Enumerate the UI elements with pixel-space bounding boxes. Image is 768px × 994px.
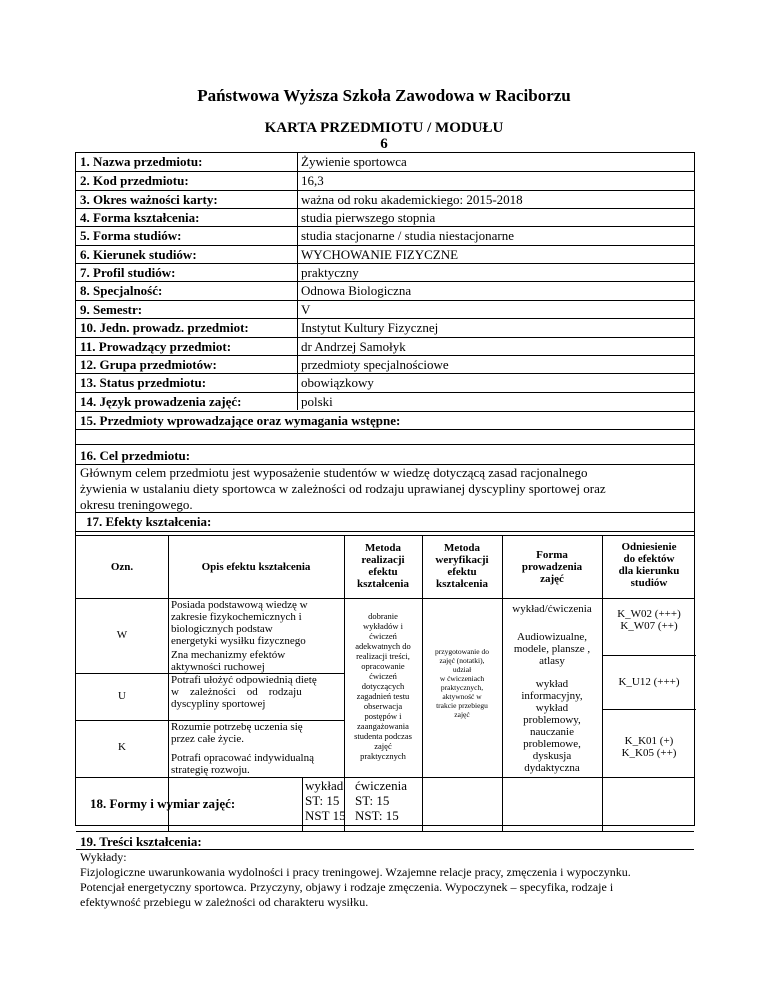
info-row [76,153,694,171]
info-row [76,373,694,391]
field-value: obowiązkowy [301,375,374,391]
forms-label: 18. Formy i wymiar zajęć: [90,796,236,811]
field-value: Instytut Kultury Fizycznej [301,320,439,336]
info-row [76,226,694,244]
field-label: 4. Forma kształcenia: [80,210,200,226]
field-label: 12. Grupa przedmiotów: [80,356,217,372]
card-number: 6 [380,136,388,152]
field-value: praktyczny [301,265,359,281]
content-label: 19. Treści kształcenia: [80,834,202,849]
opis-u: Potrafi ułożyć odpowiednią dietę w zależności od rodzaju dyscypliny sportowej [171,674,317,710]
field-value: V [301,301,311,317]
info-row [76,208,694,226]
col-metoda-realizacji-header: Metoda realizacji efektu kształcenia [357,542,409,590]
info-row [76,318,694,336]
forms-exercises: ćwiczenia ST: 15 NST: 15 [355,778,407,823]
field-label: 13. Status przedmiotu: [80,375,207,391]
field-value: przedmioty specjalnościowe [301,356,449,372]
col-odniesienie-header: Odniesienie do efektów dla kierunku studiów [618,541,680,589]
col-opis-header: Opis efektu kształcenia [201,561,311,573]
content-text: Wykłady: Fizjologiczne uwarunkowania wydolności i pracy treningowej. Wzajemne relacje pracy, zmęczenia i wypoczynku. Potencjał energetyczny sportowca. Przyczyny, objawy i rodzaje zmęczenia. Wypoczynek – specyfika, rodzaje i efektywność przebiegu w zależności od charakteru wysiłku. [80,850,631,909]
field-label: 8. Specjalność: [80,283,163,299]
field-value: polski [301,393,333,409]
info-row [76,245,694,263]
info-row [76,355,694,373]
metoda-weryfikacji: przygotowanie do zajęć (notatki), udział w ćwiczeniach praktycznych, aktywność w trakcie przebiegu zajęć [435,647,489,719]
goal-line-3: okresu treningowego. [80,497,193,512]
opis-w-2: Zna mechanizmy efektów aktywności ruchowej [171,649,286,673]
field-label: 2. Kod przedmiotu: [80,173,189,189]
field-label: 7. Profil studiów: [80,265,176,281]
odniesienie-w: K_W02 (+++) K_W07 (++) [617,608,681,632]
prerequisites-label: 15. Przedmioty wprowadzające oraz wymagania wstępne: [80,413,401,428]
field-label: 5. Forma studiów: [80,228,182,244]
info-row [76,392,694,410]
field-value: 16,3 [301,173,324,189]
forms-lecture: wykład ST: 15 NST 15 [305,778,346,823]
ozn-k: K [118,741,126,753]
goal-line-1: Głównym celem przedmiotu jest wyposażenie studentów w wiedzę dotyczącą zasad racjonalnego [80,465,588,480]
goal-label: 16. Cel przedmiotu: [80,448,191,463]
field-label: 9. Semestr: [80,301,143,317]
field-value: Odnowa Biologiczna [301,283,412,299]
odniesienie-k: K_K01 (+) K_K05 (++) [621,735,677,759]
field-label: 3. Okres ważności karty: [80,191,218,207]
field-value: WYCHOWANIE FIZYCZNE [301,246,459,262]
card-title: KARTA PRZEDMIOTU / MODUŁU [264,120,504,136]
field-label: 11. Prowadzący przedmiot: [80,338,232,354]
field-label: 10. Jedn. prowadz. przedmiot: [80,320,249,336]
col-ozn-header: Ozn. [110,561,134,573]
row-prerequisites [76,411,694,429]
col-metoda-weryfikacji-header: Metoda weryfikacji efektu kształcenia [435,542,489,590]
field-value: dr Andrzej Samołyk [301,338,406,354]
card-heading [0,120,768,152]
goal-line-2: żywienia w ustalaniu diety sportowca w zależności od rodzaju uprawianej dyscypliny sportowej oraz [80,481,606,496]
university-title: Państwowa Wyższa Szkoła Zawodowa w Raciborzu [197,86,571,105]
info-row [76,281,694,299]
forma-1: wykład/ćwiczenia [512,603,592,615]
field-value: studia pierwszego stopnia [301,210,436,226]
field-value: ważna od roku akademickiego: 2015-2018 [301,191,523,207]
metoda-realizacji: dobranie wykładów i ćwiczeń adekwatnych do realizacji treści, opracowanie ćwiczeń dotyczących zagadnień testu obserwacja postępów i zaangażowania studenta podczas zajęć praktycznych [354,611,412,761]
info-row [76,337,694,355]
info-row [76,263,694,281]
course-card-table [75,152,695,909]
ozn-u: U [118,690,126,702]
opis-k: Rozumie potrzebę uczenia się przez całe życie. [171,721,303,745]
field-label: 6. Kierunek studiów: [80,246,197,262]
field-value: Żywienie sportowca [301,154,407,169]
col-forma-header: Forma prowadzenia zajęć [521,549,583,585]
field-value: studia stacjonarne / studia niestacjonarne [301,228,514,244]
field-label: 14. Język prowadzenia zajęć: [80,393,242,409]
forma-2: Audiowizualne, modele, plansze , atlasy [513,631,591,667]
info-row [76,171,694,189]
info-row [76,300,694,318]
info-row [76,190,694,208]
opis-w: Posiada podstawową wiedzę w zakresie fizykochemicznych i biologicznych podstaw energetyki wysiłku fizycznego [171,599,308,647]
opis-k-2: Potrafi opracować indywidualną strategię rozwoju. [171,752,314,776]
forma-3: wykład informacyjny, wykład problemowy, nauczanie problemowe, dyskusja dydaktyczna [521,678,583,774]
ozn-w: W [116,629,128,641]
field-label: 1. Nazwa przedmiotu: [80,154,203,169]
odniesienie-u: K_U12 (+++) [618,676,680,688]
outcomes-label: 17. Efekty kształcenia: [86,514,212,529]
